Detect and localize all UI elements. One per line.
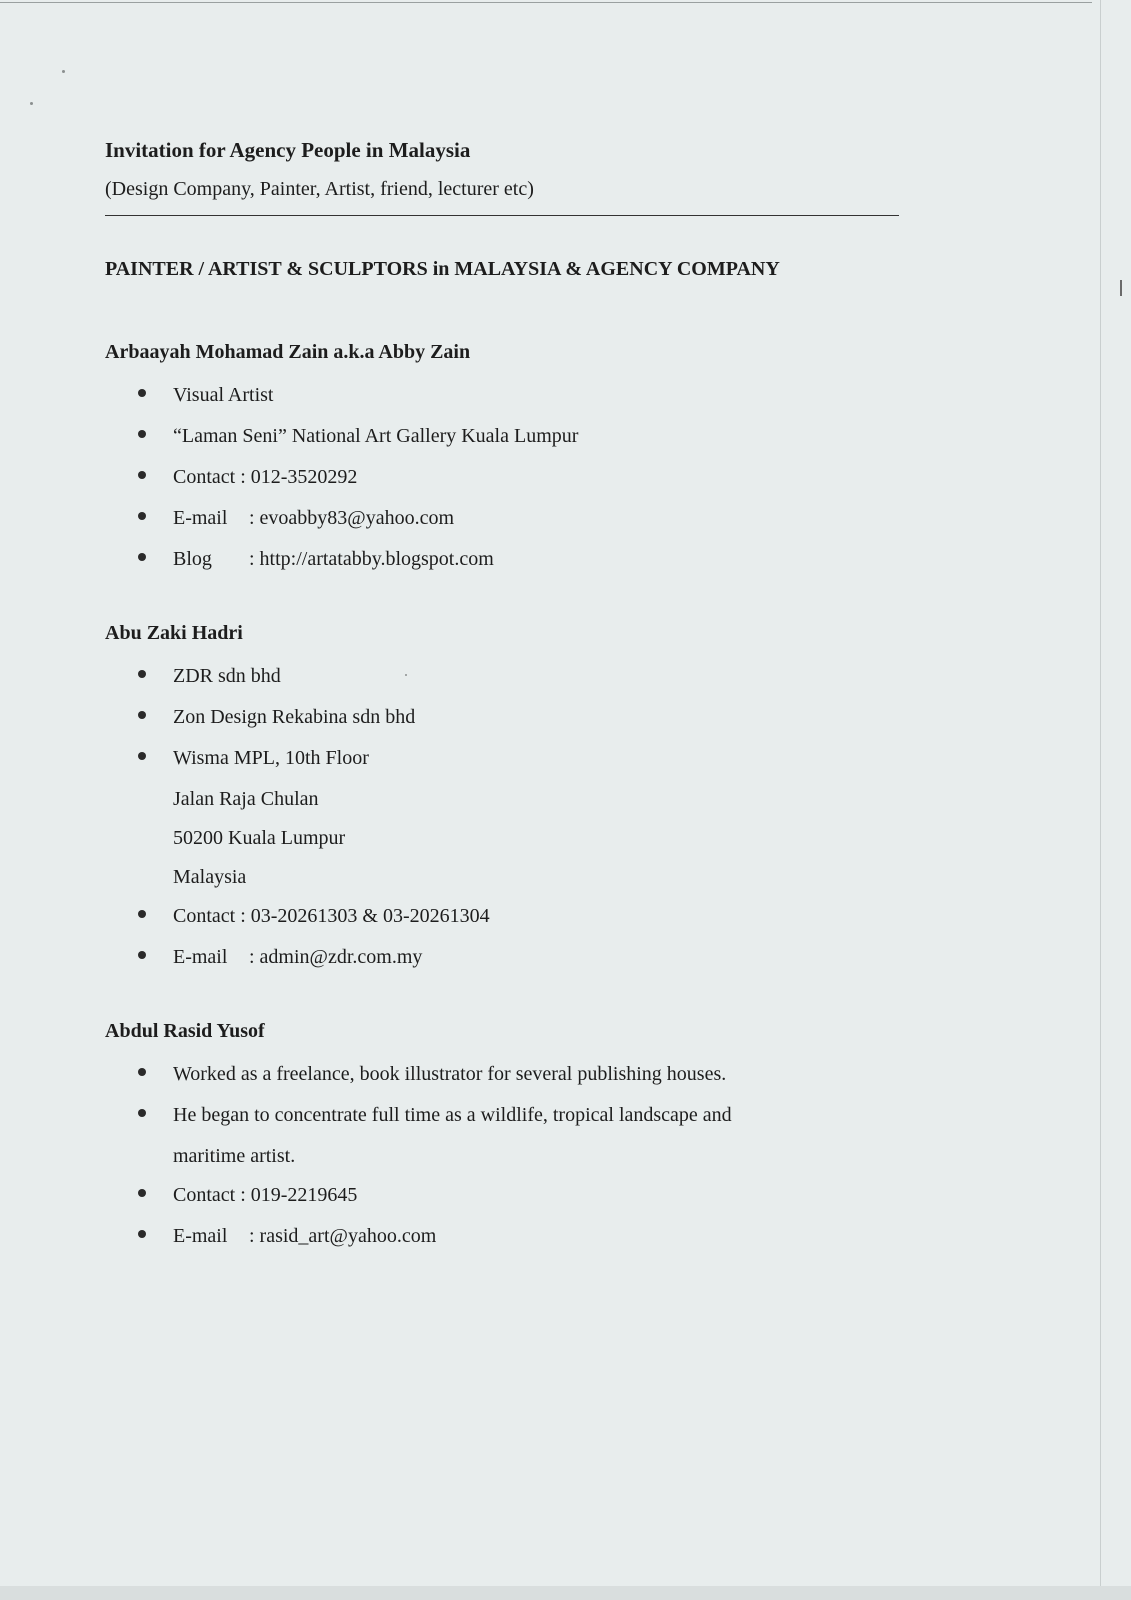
contact-text: Contact : 019-2219645 [173,1184,358,1206]
list-item [105,1217,925,1258]
email-label: E-mail [173,946,228,968]
bullet-icon [138,389,146,397]
bullet-icon [138,1189,146,1197]
person-details-list [105,376,925,581]
item-text: maritime artist. [173,1145,296,1167]
address-line-item [105,780,925,819]
person-details-list [105,657,925,979]
continuation-line-item [105,1137,925,1176]
bullet-icon [138,430,146,438]
address-line: Malaysia [173,866,247,888]
scan-speck [62,70,65,73]
list-item [105,1176,925,1217]
item-text: Zon Design Rekabina sdn bhd [173,706,416,728]
list-item [105,376,925,417]
person-name: Abu Zaki Hadri [105,622,243,644]
scan-mark [1120,280,1122,296]
list-item [105,417,925,458]
scan-bottom-strip [0,1586,1131,1600]
list-item [105,938,925,979]
scan-right-edge [1100,0,1101,1600]
scan-top-edge [0,2,1092,3]
email-value: : admin@zdr.com.my [249,946,423,968]
list-item [105,499,925,540]
list-item [105,1096,925,1137]
list-item [105,657,925,698]
bullet-icon [138,512,146,520]
address-line: Wisma MPL, 10th Floor [173,747,369,769]
address-line-item [105,819,925,858]
bullet-icon [138,910,146,918]
bullet-icon [138,1109,146,1117]
bullet-icon [138,951,146,959]
item-text: Visual Artist [173,384,274,406]
contact-text: Contact : 03-20261303 & 03-20261304 [173,905,490,927]
email-value: : rasid_art@yahoo.com [249,1225,437,1247]
email-label: E-mail [173,1225,228,1247]
divider-rule [105,215,899,216]
bullet-icon [138,471,146,479]
document-title: Invitation for Agency People in Malaysia [105,138,471,162]
item-text: ZDR sdn bhd [173,665,281,687]
list-item [105,739,925,780]
item-text: Worked as a freelance, book illustrator for several publishing houses. [173,1063,727,1085]
bullet-icon [138,711,146,719]
address-line: Jalan Raja Chulan [173,788,319,810]
email-label: E-mail [173,507,228,529]
section-heading: PAINTER / ARTIST & SCULPTORS in MALAYSIA & AGENCY COMPANY [105,258,780,280]
email-value: : evoabby83@yahoo.com [249,507,455,529]
document-subtitle: (Design Company, Painter, Artist, friend, lecturer etc) [105,178,534,200]
list-item [105,458,925,499]
blog-label: Blog [173,548,212,570]
person-entry [105,618,925,979]
item-text: Contact : 012-3520292 [173,466,358,488]
item-text: “Laman Seni” National Art Gallery Kuala Lumpur [173,425,579,447]
person-name: Abdul Rasid Yusof [105,1020,265,1042]
address-line: 50200 Kuala Lumpur [173,827,346,849]
list-item [105,540,925,581]
person-entry [105,1016,925,1258]
list-item [105,698,925,739]
address-line-item [105,858,925,897]
item-text: He began to concentrate full time as a wildlife, tropical landscape and [173,1104,732,1126]
person-entry [105,337,925,581]
bullet-icon [138,752,146,760]
bullet-icon [138,670,146,678]
bullet-icon [138,553,146,561]
person-name: Arbaayah Mohamad Zain a.k.a Abby Zain [105,341,471,363]
scan-speck [30,102,33,105]
document-content [105,135,925,1258]
bullet-icon [138,1230,146,1238]
blog-value: : http://artatabby.blogspot.com [249,548,494,570]
bullet-icon [138,1068,146,1076]
list-item [105,897,925,938]
person-details-list [105,1055,925,1258]
list-item [105,1055,925,1096]
